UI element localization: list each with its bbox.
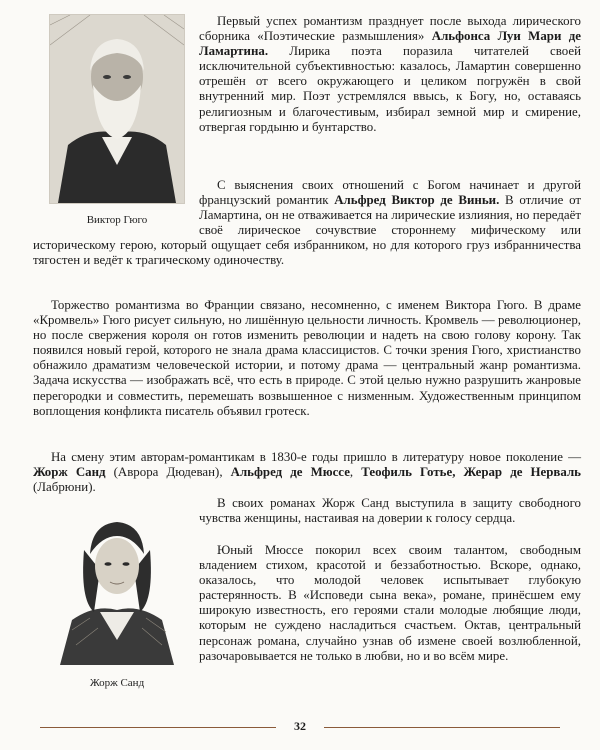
float-spacer — [33, 178, 199, 238]
page-number: 32 — [294, 719, 306, 733]
p4-text-c1: (Аврора Дюдеван), — [105, 465, 231, 480]
p1-text-a: Первый успех романтизм празднует после выхода лирического сборника «Поэтические размышления» — [199, 14, 581, 44]
p2-text-a: С выяснения своих отношений с Богом начинает и другой французский романтик — [199, 178, 581, 208]
portrait-sand-image — [50, 500, 184, 665]
footer-rule-right — [324, 727, 560, 728]
p4-bold-sand: Жорж Санд — [33, 465, 106, 480]
p2-text-c: В отличие от Ламартина, он не отваживается на лирические излияния, но передаёт своё лирическое сочувствие стороннему мифическому или историческому герою, который ощущает себя избранником, но для которого груз избранничества тягостен и ведёт к трагическому одиночеству. — [33, 193, 581, 268]
paragraph-new-generation — [33, 450, 581, 495]
figure-sand — [48, 500, 186, 689]
p1-text-c: Лирика поэта поразила читателей своей исключительной субъективностью: казалось, Ламартин совершенно отрешён от всего окружающего и целиком погружён в свой внутренний мир. Поэт устремлялся ввысь, к Богу, но, оставаясь религиозным и благочестивым, избирал земной мир и смирение, отвергая гордыню и бунтарство. — [199, 44, 581, 134]
portrait-engraving-icon — [50, 15, 184, 203]
figure-caption-sand: Жорж Санд — [89, 677, 145, 689]
footer-rule-left — [40, 727, 276, 728]
p4-text-a: На смену этим авторам-романтикам в 1830-е годы пришло в литературу новое поколение — — [51, 450, 581, 464]
paragraph-lamartine — [199, 14, 581, 135]
p4-text-c2: , — [349, 465, 362, 480]
paragraph-sand-novels: В своих романах Жорж Санд выступила в защиту свободного чувства женщины, настаивая на доверии к голосу сердца. — [199, 496, 581, 526]
p2-bold-name: Альфред Виктор де Виньи. — [334, 193, 500, 208]
paragraph-hugo: Торжество романтизма во Франции связано, несомненно, с именем Виктора Гюго. В драме «Кромвель» Гюго рисует сильную, но лишённую цельности личность. Кромвель — революционер, но после свержения короля он готов изменить революции и надеть на свою голову корону. Так появился новый герой, которого не знала драма классицистов. С точки зрения Гюго, христианство обнажило драматизм человеческой истории, и потому драма — центральный жанр романтизма. Задача искусства — изображать всё, что есть в природе. С этой целью нужно разрушить жанровые перегородки и совместить, перемешать возвышенное с низменным. Художественным принципом воплощения конфликта писатель объявил гротеск. — [33, 298, 581, 418]
portrait-engraving-icon — [50, 500, 184, 665]
p4-bold-musset: Альфред де Мюссе — [230, 465, 350, 480]
figure-caption-hugo: Виктор Гюго — [86, 214, 148, 226]
p4-text-c3: (Лабрюни). — [33, 480, 96, 495]
portrait-hugo-image — [49, 14, 185, 204]
p1-bold-name: Альфонса Луи Мари де Ламартина. — [199, 29, 581, 59]
p4-bold-gautier-nerval: Теофиль Готье, Жерар де Нерваль — [361, 465, 582, 480]
paragraph-musset: Юный Мюссе покорил всех своим талантом, свободным владением стихом, красотой и беззаботностью. Вскоре, однако, оказалось, что молодой человек испытывает глубокую растерянность. В «Исповеди сына века», романе, принёсшем ему широкую известность, его героями стали молодые любящие люди, которым не суждено насладиться счастьем. Октав, центральный персонаж романа, случайно узнав об измене своей возлюбленной, разочаровывается не только в любви, но и во всём мире. — [199, 543, 581, 663]
paragraph-vigny — [33, 178, 581, 269]
